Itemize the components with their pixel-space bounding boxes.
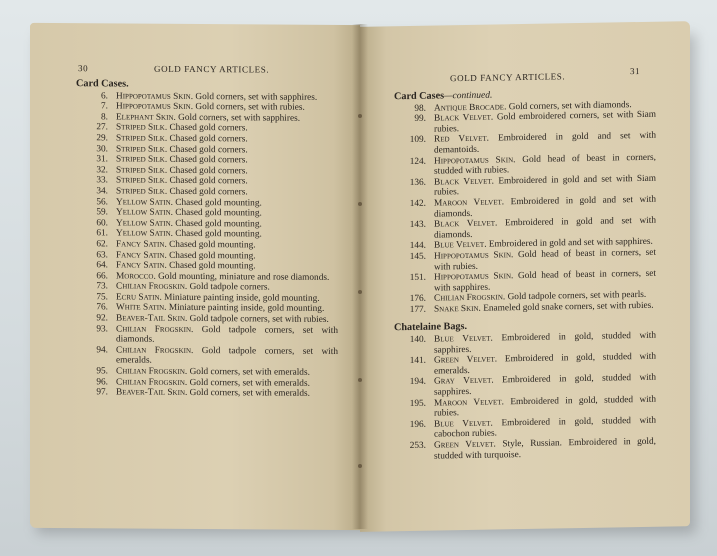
entry-number: 93.: [96, 323, 108, 335]
entry-number: 99.: [414, 113, 426, 125]
entry-description: Gold corners, set with sapphires.: [195, 91, 318, 103]
entry-description: Gold head of beast in corners, set with sapphires.: [434, 268, 656, 294]
entry-number: 141.: [409, 355, 426, 367]
entry-description: Embroidered in gold, studded with cabochon rubies.: [434, 415, 656, 440]
entry-material: Gray Velvet.: [434, 375, 494, 388]
entry-material: Fancy Satin.: [116, 260, 167, 271]
entry-material: Fancy Satin.: [116, 249, 167, 261]
binding-stitch: [358, 202, 362, 206]
entry-description: Embroidered in gold and set with demantoids.: [434, 131, 656, 156]
entry-number: 136.: [409, 177, 426, 188]
entry-description: Gold corners, set with emeralds.: [189, 366, 310, 378]
entry-number: 98.: [414, 103, 426, 114]
entry-number: 64.: [96, 260, 108, 271]
entry-description: Embroidered in gold and set with Siam rubies.: [434, 173, 657, 198]
entry-number: 94.: [96, 345, 108, 356]
entry-number: 61.: [96, 228, 108, 239]
entry-description: Embroidered in gold, studded with emeralds.: [434, 351, 656, 377]
entry-description: Chased gold mounting.: [169, 239, 256, 251]
entry-description: Gold tadpole corners.: [189, 282, 270, 293]
entry-material: Hippopotamus Skin.: [434, 271, 514, 283]
catalog-entry: [394, 437, 656, 463]
entry-material: Chilian Frogskin.: [116, 281, 188, 293]
entry-material: Green Velvet.: [434, 354, 498, 366]
entry-description: Enameled gold snake corners, set with rubies.: [483, 300, 654, 314]
entry-material: Yellow Satin.: [116, 228, 173, 240]
entry-material: White Satin.: [116, 302, 167, 314]
entry-material: Black Velvet.: [434, 112, 494, 124]
entry-material: Striped Silk.: [116, 165, 168, 176]
entry-description: Chased gold mounting.: [175, 207, 262, 219]
entry-description: Chased gold mounting.: [175, 197, 262, 208]
entry-description: Chased gold corners.: [169, 123, 248, 134]
entry-number: 151.: [409, 272, 426, 284]
entry-material: Chilian Frogskin.: [116, 345, 194, 356]
entry-description: Chased gold mounting.: [175, 218, 262, 230]
entry-description: Chased gold corners.: [169, 176, 248, 187]
entry-description: Chased gold mounting.: [169, 260, 256, 272]
entry-number: 31.: [96, 154, 108, 165]
binding-stitch: [358, 378, 362, 382]
entry-number: 33.: [96, 175, 108, 186]
entry-material: Hippopotamus Skin.: [116, 91, 194, 102]
entry-material: Maroon Velvet.: [434, 197, 505, 209]
entry-number: 66.: [96, 270, 108, 282]
entry-material: Fancy Satin.: [116, 239, 167, 250]
entry-number: 29.: [96, 133, 108, 144]
left-page-content: [76, 79, 338, 400]
entry-description: Chased gold corners.: [169, 133, 248, 145]
section-heading-chatelaine: Chatelaine Bags.: [394, 321, 468, 334]
entry-list: [394, 99, 656, 315]
entry-number: 75.: [96, 292, 108, 303]
entry-number: 143.: [409, 219, 426, 231]
entry-description: Chased gold mounting.: [175, 229, 262, 240]
entry-description: Gold corners, set with emeralds.: [189, 388, 310, 400]
left-page: [30, 23, 360, 530]
page-number: 31: [630, 65, 641, 77]
running-title: GOLD FANCY ARTICLES.: [450, 71, 566, 84]
entry-material: Snake Skin.: [434, 303, 481, 315]
entry-material: Striped Silk.: [116, 144, 168, 155]
entry-material: Green Velvet.: [434, 439, 496, 451]
entry-description: Gold mounting, miniature and rose diamonds.: [158, 271, 330, 283]
entry-description: Chased gold corners.: [169, 144, 248, 155]
page-number: 30: [78, 63, 89, 74]
entry-material: Striped Silk.: [116, 186, 168, 197]
entry-description: Gold head of beast in corners, studded with rubies.: [434, 152, 657, 177]
binding-stitch: [358, 114, 362, 118]
entry-material: Hippopotamus Skin.: [434, 250, 514, 262]
running-title: GOLD FANCY ARTICLES.: [154, 63, 270, 75]
entry-material: Striped Silk.: [116, 133, 168, 144]
entry-number: 194.: [409, 377, 426, 388]
entry-number: 30.: [96, 143, 108, 154]
entry-material: Yellow Satin.: [116, 196, 173, 208]
entry-description: Miniature painting inside, gold mounting.: [168, 303, 325, 315]
entry-number: 109.: [409, 135, 426, 146]
entry-material: Blue Velvet.: [434, 418, 493, 430]
entry-number: 95.: [96, 366, 108, 377]
entry-number: 73.: [96, 281, 108, 292]
entry-description: Gold tadpole corners, set with diamonds.: [116, 324, 338, 345]
entry-material: Hippopotamus Skin.: [434, 154, 516, 167]
entry-description: Gold tadpole corners, set with emeralds.: [116, 345, 338, 367]
entry-number: 32.: [96, 165, 108, 176]
entry-number: 145.: [409, 251, 426, 262]
entry-description: Embroidered in gold, studded with rubies.: [434, 394, 656, 419]
open-catalog-book: [30, 24, 690, 529]
book-gutter: [352, 24, 368, 529]
entry-number: 8.: [101, 112, 108, 123]
entry-number: 7.: [101, 101, 108, 112]
binding-stitch: [358, 290, 362, 294]
section-heading: Card Cases.: [76, 78, 129, 90]
entry-description: Gold corners, set with rubies.: [195, 102, 305, 113]
entry-material: Ecru Satin.: [116, 292, 162, 303]
entry-material: Chilian Frogskin.: [116, 366, 188, 377]
entry-description: Embroidered in gold and set with sapphires.: [488, 237, 653, 250]
continued-label: —continued.: [444, 90, 493, 102]
entry-material: Morocco.: [116, 271, 156, 282]
entry-number: 63.: [96, 249, 108, 260]
right-page-content: [394, 88, 656, 463]
entry-number: 60.: [96, 218, 108, 229]
entry-material: Maroon Velvet.: [434, 396, 504, 409]
entry-number: 27.: [96, 122, 108, 133]
entry-number: 34.: [96, 186, 108, 197]
entry-number: 124.: [409, 156, 426, 167]
catalog-entry: [76, 324, 338, 347]
entry-number: 140.: [409, 334, 426, 346]
entry-description: Gold corners, set with sapphires.: [178, 112, 301, 124]
entry-material: Chilian Frogskin.: [434, 292, 506, 304]
entry-number: 59.: [96, 207, 108, 218]
entry-description: Gold corners, set with emeralds.: [189, 377, 310, 389]
entry-material: Black Velvet.: [434, 176, 494, 188]
entry-number: 97.: [96, 387, 108, 398]
entry-description: Chased gold corners.: [169, 154, 248, 166]
entry-description: Gold head of beast in corners, set with rubies.: [434, 247, 656, 273]
entry-material: Chilian Frogskin.: [116, 377, 188, 388]
entry-number: 176.: [409, 294, 426, 305]
entry-description: Gold tadpole corners, set with rubies.: [189, 314, 329, 325]
entry-number: 56.: [96, 196, 108, 207]
entry-description: Chased gold corners.: [169, 186, 248, 198]
entry-material: Beaver-Tail Skin.: [116, 387, 188, 399]
entry-description: Gold tadpole corners, set with pearls.: [507, 290, 647, 303]
entry-material: Elephant Skin.: [116, 112, 176, 123]
entry-number: 196.: [409, 419, 426, 430]
entry-description: Gold embroidered corners, set with Siam rubies.: [434, 109, 656, 135]
entry-number: 92.: [96, 313, 108, 324]
entry-material: Black Velvet.: [434, 218, 498, 230]
entry-material: Chilian Frogskin.: [116, 324, 194, 335]
entry-description: Miniature painting inside, gold mounting.: [164, 292, 320, 304]
entry-description: Chased gold mounting.: [169, 250, 256, 261]
entry-material: Red Velvet.: [434, 134, 489, 145]
entry-list-chatelaine: [394, 331, 656, 463]
entry-number: 144.: [409, 241, 426, 252]
entry-number: 6.: [101, 90, 108, 101]
section-heading-text: Card Cases: [394, 90, 445, 103]
entry-material: Blue Velvet.: [434, 239, 487, 251]
entry-number: 253.: [409, 440, 426, 452]
entry-material: Striped Silk.: [116, 154, 168, 165]
entry-material: Yellow Satin.: [116, 207, 173, 218]
entry-description: Style, Russian. Embroidered in gold, studded with turquoise.: [434, 436, 656, 462]
entry-description: Chased gold corners.: [169, 165, 248, 177]
catalog-entry: [76, 387, 338, 399]
entry-material: Hippopotamus Skin.: [116, 101, 194, 113]
entry-description: Embroidered in gold and set with diamonds.: [434, 215, 656, 241]
entry-number: 177.: [409, 304, 426, 315]
entry-material: Striped Silk.: [116, 122, 168, 134]
entry-number: 76.: [96, 302, 108, 313]
entry-description: Embroidered in gold, studded with sapphires.: [434, 373, 656, 398]
entry-number: 142.: [409, 198, 426, 209]
entry-list: [76, 91, 338, 400]
entry-description: Embroidered in gold and set with diamonds.: [434, 194, 657, 220]
entry-description: Embroidered in gold, studded with sapphires.: [434, 330, 656, 356]
right-page: [360, 21, 690, 532]
entry-material: Antique Brocade.: [434, 101, 507, 114]
entry-material: Beaver-Tail Skin.: [116, 313, 188, 325]
entry-number: 195.: [409, 398, 426, 409]
entry-number: 96.: [96, 376, 108, 388]
entry-description: Gold corners, set with diamonds.: [508, 99, 632, 112]
binding-stitch: [358, 464, 362, 468]
entry-material: Striped Silk.: [116, 175, 168, 187]
entry-number: 62.: [96, 239, 108, 250]
catalog-entry: [76, 345, 338, 368]
entry-material: Blue Velvet.: [434, 333, 493, 345]
entry-material: Yellow Satin.: [116, 218, 173, 229]
